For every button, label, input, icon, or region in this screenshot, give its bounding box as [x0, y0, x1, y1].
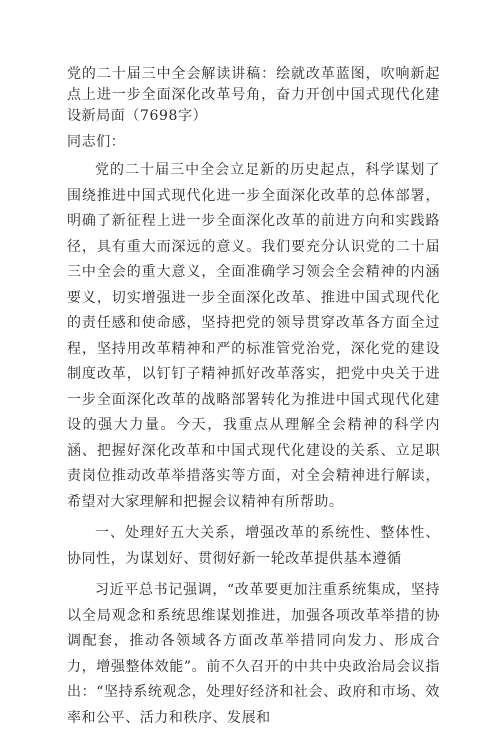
greeting: 同志们： [67, 134, 126, 150]
document-title: 党的二十届三中全会解读讲稿：绘就改革蓝图，吹响新起点上进一步全面深化改革号角，奋力开创中国式现代化建设新局面（7698字） [67, 66, 440, 124]
body-paragraph: 习近平总书记强调，“改革要更加注重系统集成，坚持以全局观念和系统思维谋划推进，加强各项改革举措的协调配套，推动各领域各方面改革举措同向发力、形成合力，增强整体效能”。前不久召开的中共中央政治局会议指出：“坚持系统观念，处理好经济和社会、政府和市场、效率和公平、活力和秩序、发展和 [67, 582, 440, 726]
intro-paragraph: 党的二十届三中全会立足新的历史起点，科学谋划了围绕推进中国式现代化进一步全面深化改革的总体部署，明确了新征程上进一步全面深化改革的前进方向和实践路径，具有重大而深远的意义。我们要充分认识党的二十届三中全会的重大意义，全面准确学习领会全会精神的内涵要义，切实增强进一步全面深化改革、推进中国式现代化的责任感和使命感，坚持把党的领导贯穿改革各方面全过程，坚持用改革精神和严的标准管党治党，深化党的建设制度改革，以钉钉子精神抓好改革落实，把党中央关于进一步全面深化改革的战略部署转化为推进中国式现代化建设的强大力量。今天，我重点从理解全会精神的科学内涵、把握好深化改革和中国式现代化建设的关系、立足职责岗位推动改革举措落实等方面，对全会精神进行解读，希望对大家理解和把握会议精神有所帮助。 [67, 162, 440, 510]
section-heading: 一、处理好五大关系，增强改革的系统性、整体性、协同性，为谋划好、贯彻好新一轮改革提供基本遵循 [67, 525, 440, 567]
